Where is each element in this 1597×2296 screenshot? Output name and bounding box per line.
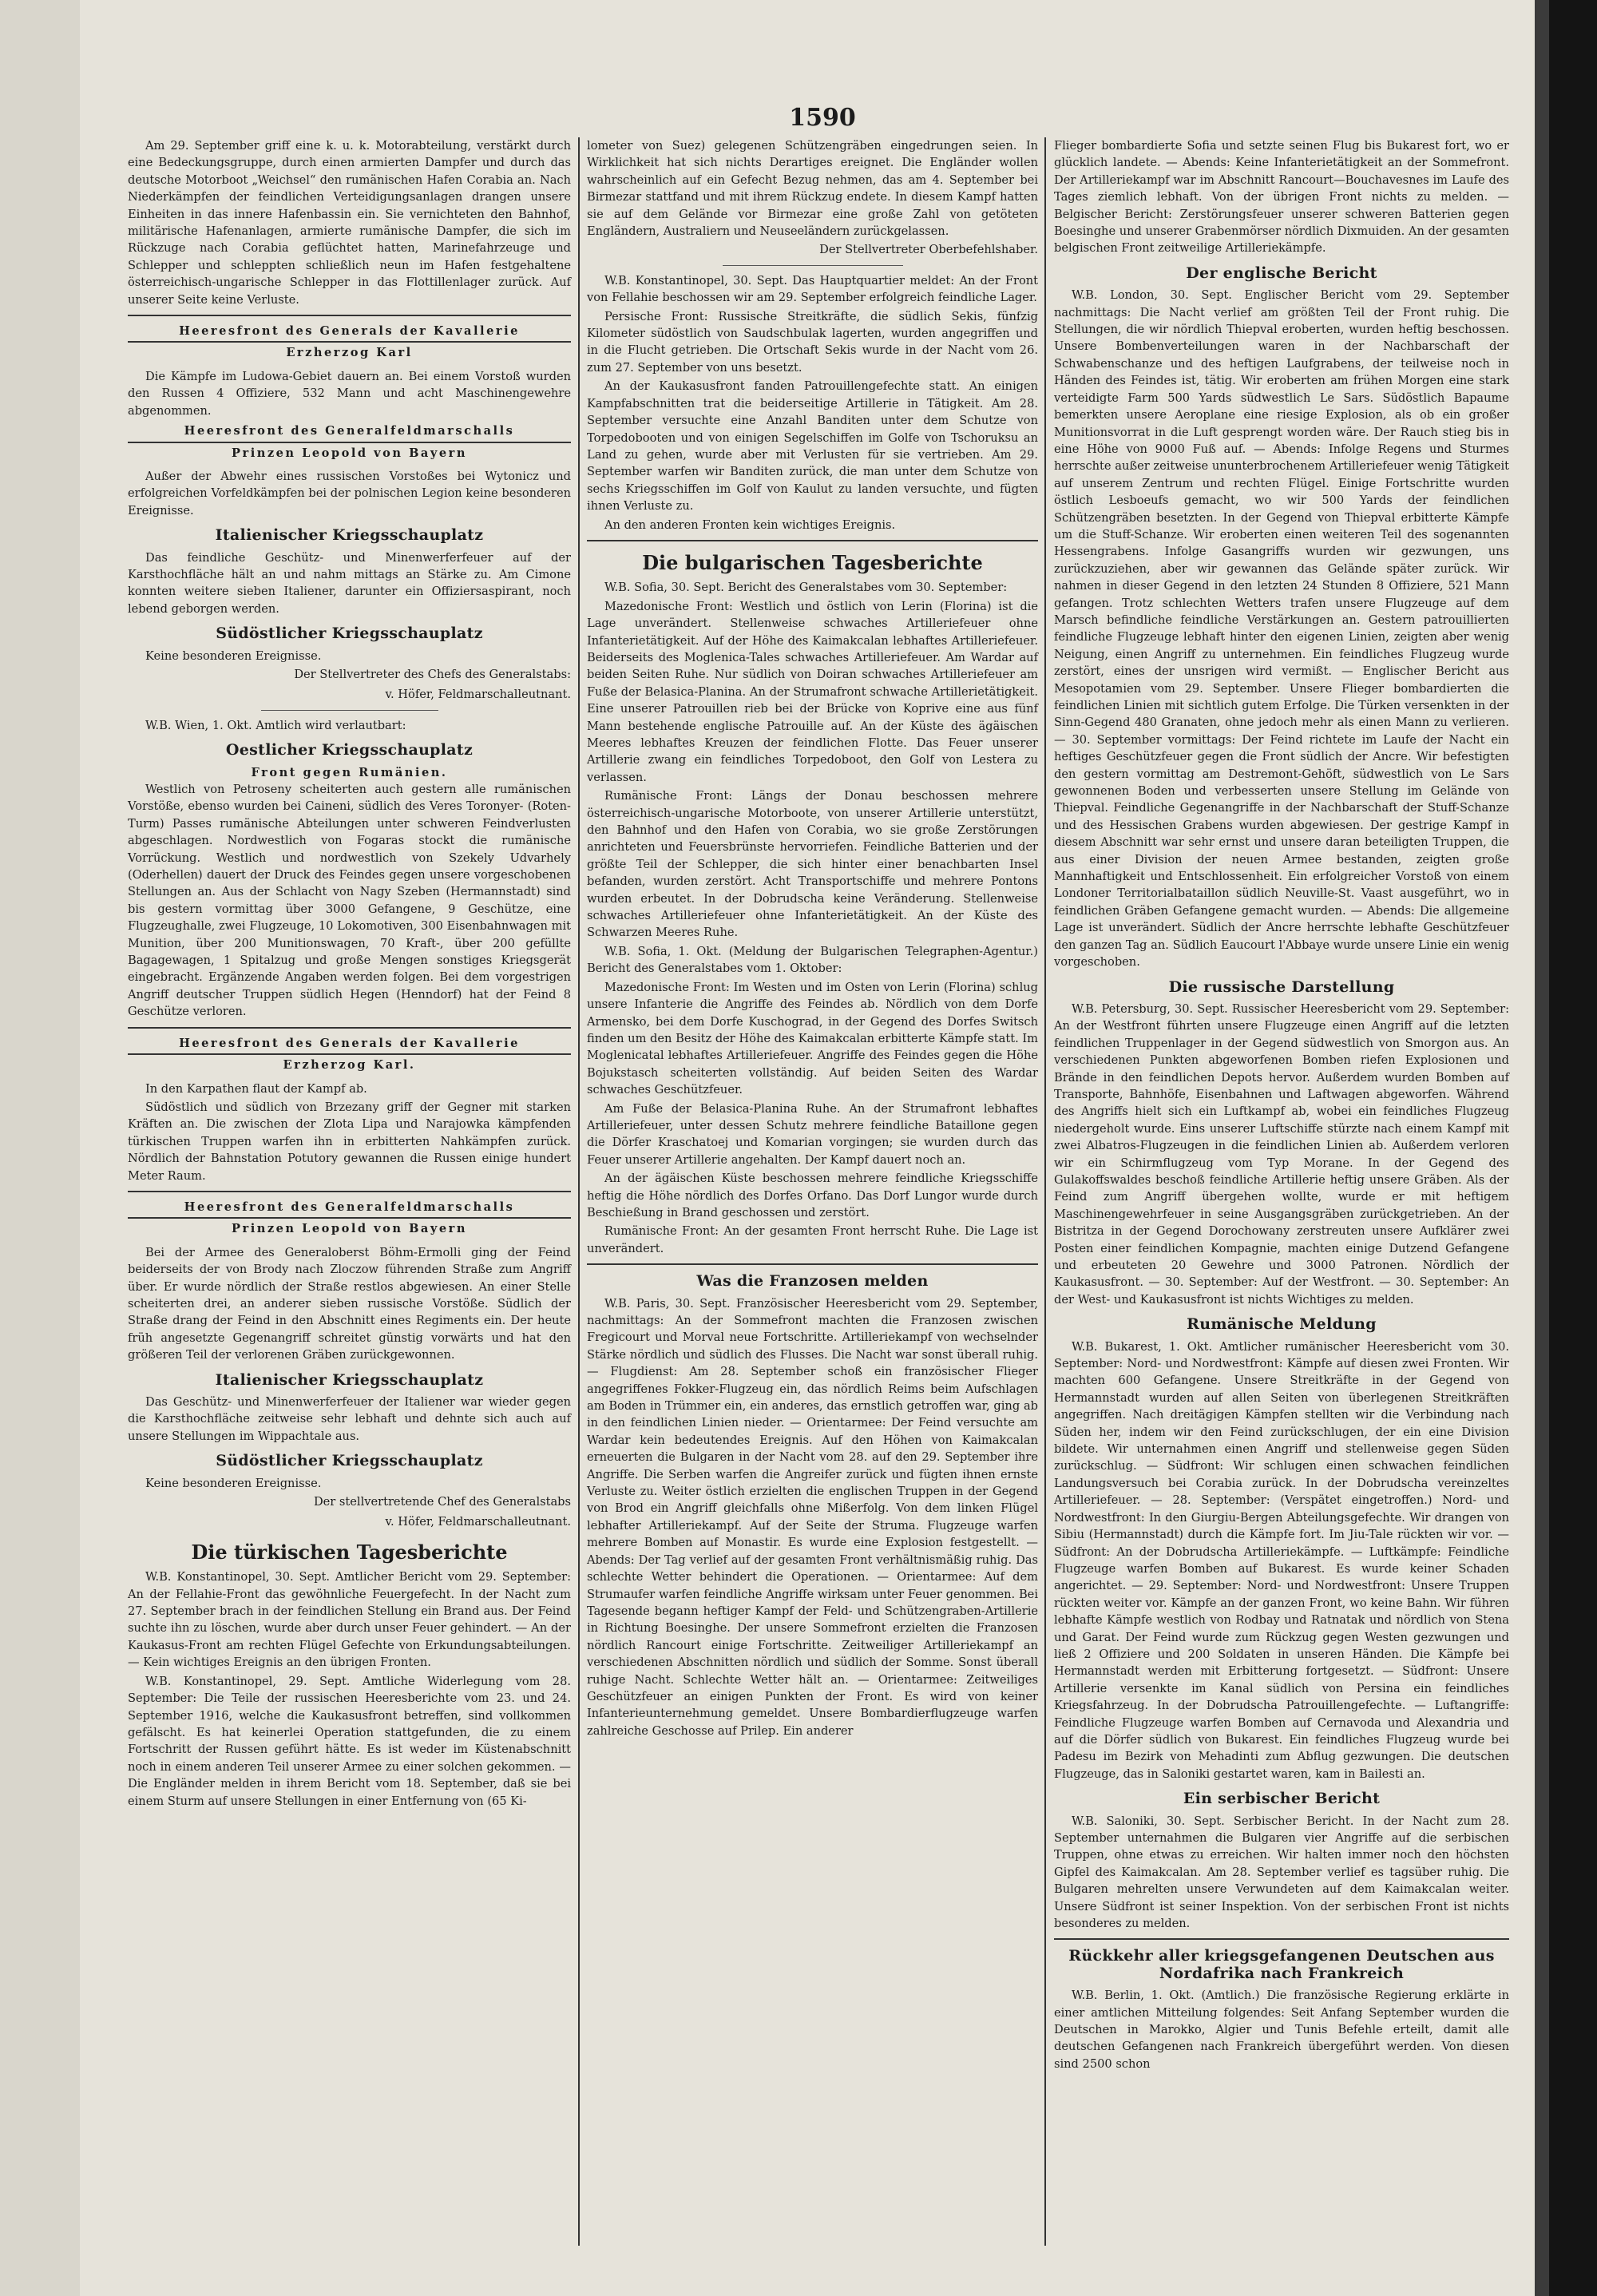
- paragraph: Die Kämpfe im Ludowa-Gebiet dauern an. Bei einem Vorstoß wurden den Russen 4 Offiziere, 532 Mann und acht Maschinengewehre abgenommen.: [128, 369, 571, 418]
- paragraph: W.B. London, 30. Sept. Englischer Bericht vom 29. September nachmittags: Die Nacht verlief am größten Teil der Front ruhig. Die Stellungen, die wir nördlich Thiepval eroberten, wurden heftig beschossen. Unsere Bombenverteilungen waren in der Nachbarschaft der Schwabenschanze und des heftigen Laufgrabens, der teilweise noch in Händen des Feindes ist, tätig. Wir eroberten am frühen Morgen eine stark verteidigte Farm 500 Yards südwestlich Le Sars. Südöstlich Bapaume bemerkten unsere Aeroplane eine riesige Explosion, als ob ein großer Munitionsvorrat in die Luft gesprengt worden wäre. Der Rauch stieg bis in eine Höhe von 9000 Fuß auf. — Abends: Infolge Regens und Sturmes herrschte außer zeitweise ununterbrochenem Artilleriefeuer wenig Tätigkeit auf unserem Zentrum und rechten Flügel. Einige Fortschritte wurden östlich Lesboeufs gemacht, wo wir 500 Yards der feindlichen Schützengräben besetzten. In der Gegend von Thiepval erbitterte Kämpfe um die Stuff-Schanze. Wir eroberten einen weiteren Teil des sogenannten Hessengrabens. Infolge Gasangriffs wurden wir gezwungen, uns zurückzuziehen, aber wir gewannen das Gelände später zurück. Wir nahmen in dieser Gegend in den letzten 24 Stunden 8 Offiziere, 521 Mann gefangen. Trotz schlechten Wetters trafen unsere Flugzeuge auf dem Marsch befindliche feindliche Verstärkungen an. Gestern patrouillierten feindliche Flugzeuge lebhaft hinter den eigenen Linien, zeigten aber wenig Neigung, einen Angriff zu unternehmen. Ein feindliches Flugzeug wurde zerstört, eines der unsrigen wird vermißt. — Englischer Bericht aus Mesopotamien vom 29. September. Unsere Flieger bombardierten die feindlichen Linien mit sichtlich gutem Erfolge. Die Türken versenkten in der Sinn-Gegend 480 Granaten, ohne jedoch mehr als einen Mann zu verlieren. — 30. September vormittags: Der Feind richtete im Laufe der Nacht ein heftiges Geschützfeuer gegen die Front südlich der Ancre. Wir befestigten den gestern vormittag am Destremont-Gehöft, südwestlich von Le Sars gewonnenen Boden und verbesserten unsere Stellung im Gelände von Thiepval. Feindliche Gegenangriffe in der Nachbarschaft der Stuff-Schanze und des Hessischen Grabens wurden abgewiesen. Der gestrige Kampf in diesem Abschnitt war sehr ernst und unsere daran beteiligten Truppen, die aus einer Division der neuen Armee bestanden, zeigten große Mannhaftigkeit und Entschlossenheit. Ein erfolgreicher Vorstoß von einem Londoner Territorialbataillon südlich Neuville-St. Vaast ausgeführt, wo in feindlichen Gräben Gefangene gemacht wurden. — Abends: Die allgemeine Lage ist unverändert. Südlich der Ancre herrschte lebhafte Geschützfeuer den ganzen Tag an. Südlich Eaucourt l'Abbaye wurde unsere Linie ein wenig vorgeschoben.: [1054, 288, 1509, 970]
- article-headline: Der englische Bericht: [1186, 264, 1377, 282]
- section-subheading: Prinzen Leopold von Bayern: [128, 1217, 571, 1237]
- article-headline: Was die Franzosen melden: [696, 1272, 929, 1291]
- section-heading: Südöstlicher Kriegsschauplatz: [216, 1452, 483, 1470]
- divider: [1054, 1938, 1509, 1940]
- paragraph: Keine besonderen Ereignisse.: [145, 1476, 322, 1490]
- paragraph: Südöstlich und südlich von Brzezany griff der Gegner mit starken Kräften an. Die zwischen der Zlota Lipa und Narajowka kämpfenden türkischen Truppen warfen ihn in erbitterten Nahkämpfen zurück. Nördlich der Bahnstation Potutory gewannen die Russen einige hundert Meter Raum.: [128, 1100, 571, 1183]
- column-1: [128, 137, 571, 1811]
- paragraph: An der ägäischen Küste beschossen mehrere feindliche Kriegsschiffe heftig die Höhe nördlich des Dorfes Orfano. Das Dorf Lungor wurde durch Beschießung in Brand geschossen und zerstört.: [587, 1172, 1038, 1219]
- divider: [261, 710, 438, 711]
- binding-shadow: [1535, 0, 1549, 2296]
- section-heading: Heeresfront des Generalfeldmarschalls: [184, 1200, 515, 1214]
- paragraph: Das feindliche Geschütz- und Minenwerferfeuer auf der Karsthochfläche hält an und nahm mittags an Stärke zu. Am Cimone konnten weitere sieben Italiener, darunter ein Offiziersaspirant, noch lebend geborgen werden.: [128, 550, 571, 616]
- section-heading: Südöstlicher Kriegsschauplatz: [216, 625, 483, 643]
- section-heading: Heeresfront des Generals der Kavallerie: [179, 324, 520, 339]
- divider: [128, 315, 571, 316]
- signature: Der Stellvertreter des Chefs des Generalstabs:: [294, 667, 571, 681]
- paragraph: W.B. Berlin, 1. Okt. (Amtlich.) Die französische Regierung erklärte in einer amtlichen Mitteilung folgendes: Seit Anfang September wurden die Deutschen in Marokko, Algier und Tunis Befehle erteilt, damit alle deutschen Gefangenen nach Frankreich übergeführt werden. Von diesen sind 2500 schon: [1054, 1989, 1509, 2071]
- article-headline: Die russische Darstellung: [1168, 977, 1395, 996]
- paragraph: Rumänische Front: Längs der Donau beschossen mehrere österreichisch-ungarische Motorboote, von unserer Artillerie unterstützt, den Bahnhof und den Hafen von Corabia, wo sie große Zerstörungen anrichteten und Feuersbrünste hervorriefen. Feindliche Batterien und der größte Teil der Schlepper, die sich hinter einer benachbarten Insel befanden, wurden zerstört. Acht Transportschiffe und mehrere Pontons wurden erbeutet. In der Dobrudscha keine Veränderung. Stellenweise schwaches Artilleriefeuer ohne Infanterietätigkeit. An der Küste des Schwarzen Meeres Ruhe.: [587, 789, 1038, 940]
- column-rule: [578, 137, 580, 2246]
- dateline: W.B. Wien, 1. Okt. Amtlich wird verlautbart:: [145, 718, 406, 732]
- binding-edge: [1549, 0, 1597, 2296]
- paragraph: Flieger bombardierte Sofia und setzte seinen Flug bis Bukarest fort, wo er glücklich landete. — Abends: Keine Infanterietätigkeit an der Sommefront. Der Artilleriekampf war im Abschnitt Rancourt—Bouchavesnes im Laufe des Tages ziemlich lebhaft. Von der übrigen Front nichts zu melden. — Belgischer Bericht: Zerstörungsfeuer unserer schweren Batterien gegen Boesinghe und unserer Grabenmörser nördlich Dixmuiden. An der gesamten belgischen Front zeitweilige Artilleriekämpfe.: [1054, 139, 1509, 256]
- column-3: [1054, 137, 1509, 2074]
- paragraph: Rumänische Front: An der gesamten Front herrscht Ruhe. Die Lage ist unverändert.: [587, 1224, 1038, 1255]
- paragraph: W.B. Saloniki, 30. Sept. Serbischer Bericht. In der Nacht zum 28. September unternahmen die Bulgaren vier Angriffe auf die serbischen Truppen, ohne etwas zu erreichen. Wir halten immer noch den höchsten Gipfel des Kaimakcalan. Am 28. September verlief es tagsüber ruhig. Die Bulgaren mehrelten unsere Verwundeten auf dem Kaimakcalan weiter. Unsere Südfront ist seiner Inspektion. Von der serbischen Front ist nichts besonderes zu melden.: [1054, 1814, 1509, 1931]
- divider: [128, 1027, 571, 1029]
- paragraph: Persische Front: Russische Streitkräfte, die südlich Sekis, fünfzig Kilometer südöstlich von Saudschbulak lagerten, wurden angegriffen und in die Flucht getrieben. Die Ortschaft Sekis wurde in der Nacht vom 26. zum 27. September von uns besetzt.: [587, 309, 1038, 375]
- section-subheading: Prinzen Leopold von Bayern: [128, 442, 571, 462]
- signature: v. Höfer, Feldmarschalleutnant.: [385, 1515, 571, 1529]
- article-headline: Ein serbischer Bericht: [1183, 1790, 1381, 1808]
- article-headline: Rumänische Meldung: [1187, 1315, 1377, 1334]
- paragraph: Am 29. September griff eine k. u. k. Motorabteilung, verstärkt durch eine Bedeckungsgruppe, durch einen armierten Dampfer und durch das deutsche Motorboot „Weichsel“ den rumänischen Hafen Corabia an. Nach Niederkämpfen der feindlichen Verteidigungsanlagen drangen unsere Einheiten in das innere Hafenbassin ein. Sie vernichteten den Bahnhof, militärische Hafenanlagen, armierte rumänische Dampfer, die sich im Rückzuge nach Corabia geflüchtet hatten, Marinefahrzeuge und Schlepper und schleppten schließlich neun im Hafen festgehaltene österreichisch-ungarische Schlepper in das Flottillenlager zurück. Auf unserer Seite keine Verluste.: [128, 139, 571, 307]
- section-subheading: Erzherzog Karl: [128, 341, 571, 361]
- paragraph: W.B. Sofia, 1. Okt. (Meldung der Bulgarischen Telegraphen-Agentur.) Bericht des Generalstabes vom 1. Oktober:: [587, 944, 1038, 976]
- paragraph: Mazedonische Front: Im Westen und im Osten von Lerin (Florina) schlug unsere Infanterie die Angriffe des Feindes ab. Nördlich von dem Dorfe Armensko, bei dem Dorfe Kuschograd, in der Gegend des Dorfes Switsch finden um den Besitz der Höhe des Kaimakcalan erbitterte Kämpfe statt. Im Moglenicatal lebhaftes Artilleriefeuer. Angriffe des Feindes gegen die Höhe Bojukstasch scheiterten vollständig. Auf beiden Seiten des Wardar schwaches Geschützfeuer.: [587, 980, 1038, 1097]
- section-heading: Italienischer Kriegsschauplatz: [215, 526, 484, 545]
- paragraph: Keine besonderen Ereignisse.: [145, 648, 322, 663]
- paragraph: In den Karpathen flaut der Kampf ab.: [145, 1081, 367, 1096]
- paragraph: Außer der Abwehr eines russischen Vorstoßes bei Wytonicz und erfolgreichen Vorfeldkämpfen bei der polnischen Legion keine besonderen Ereignisse.: [128, 469, 571, 517]
- paragraph: Mazedonische Front: Westlich und östlich von Lerin (Florina) ist die Lage unverändert. Stellenweise schwaches Artilleriefeuer ohne Infanterietätigkeit. Auf der Höhe des Kaimakcalan lebhaftes Artilleriefeuer. Beiderseits des Moglenica-Tales schwaches Artilleriefeuer. Am Wardar auf beiden Seiten Ruhe. Nur südlich von Doiran schwaches Artilleriefeuer am Fuße der Belasica-Planina. An der Strumafront schwache Artillerietätigkeit. Eine unserer Patrouillen rieb bei der Brücke von Koprive eine aus fünf Mann bestehende englische Patrouille auf. An der Küste des ägäischen Meeres lebhaftes Kreuzen der feindlichen Flotte. Das Feuer unserer Artillerie zwang ein feindliches Torpedoboot, den Golf von Lestera zu verlassen.: [587, 599, 1038, 784]
- column-2: [587, 137, 1038, 1741]
- divider: [723, 265, 903, 266]
- article-headline: Rückkehr aller kriegsgefangenen Deutschen aus Nordafrika nach Frankreich: [1068, 1947, 1495, 1982]
- section-subheading: Front gegen Rumänien.: [251, 765, 448, 779]
- paragraph: lometer von Suez) gelegenen Schützengräben eingedrungen seien. In Wirklichkeit hat sich nichts Derartiges ereignet. Die Engländer wollen wahrscheinlich auf ein Gefecht Bezug nehmen, das am 4. September bei Birmezar stattfand und mit ihrem Rückzug endete. In diesem Kampf hatten sie auf dem Gelände vor Birmezar eine große Zahl von getöteten Engländern, Australiern und Neuseeländern zurückgelassen.: [587, 139, 1038, 239]
- column-rule: [1044, 137, 1046, 2246]
- paragraph: W.B. Konstantinopel, 30. Sept. Das Hauptquartier meldet: An der Front von Fellahie beschossen wir am 29. September erfolgreich feindliche Lager.: [587, 273, 1038, 305]
- divider: [128, 1191, 571, 1192]
- divider: [587, 1263, 1038, 1265]
- paragraph: W.B. Bukarest, 1. Okt. Amtlicher rumänischer Heeresbericht vom 30. September: Nord- und Nordwestfront: Kämpfe auf diesen zwei Fronten. Wir machten 600 Gefangene. Unsere Streitkräfte in der Gegend von Hermannstadt wurden auf allen Seiten von überlegenen Streitkräften angegriffen. Nach dreitägigen Kämpfen stellten wir die Verbindung nach Süden her, indem wir den Feind zurückschlugen, der ein eine Division bildete. Wir unternahmen einen Angriff und stellenweise gegen Süden zurückschlug. — Südfront: Wir schlugen einen schwachen feindlichen Landungsversuch bei Corabia zurück. In der Dobrudscha vereinzeltes Artilleriefeuer. — 28. September: (Verspätet eingetroffen.) Nord- und Nordwestfront: In den Giurgiu-Bergen Abteilungsgefechte. Wir drangen von Sibiu (Hermannstadt) durch die Kämpfe fort. Im Jiu-Tale rückten wir vor. — Südfront: An der Dobrudscha Artilleriekämpfe. — Luftkämpfe: Feindliche Flugzeuge warfen Bomben auf Bukarest. Es wurde keiner Schaden angerichtet. — 29. September: Nord- und Nordwestfront: Unsere Truppen rückten weiter vor. Kämpfe an der ganzen Front, wo keine Bahn. Wir führen lebhafte Kämpfe westlich von Rodbay und Ratnatak und nördlich von Stena und Garat. Der Feind wurde zum Rückzug gegen Westen gezwungen und ließ 2 Offiziere und 200 Soldaten in unseren Händen. Die Kämpfe bei Hermannstadt werden mit Erbitterung fortgesetzt. — Südfront: Unsere Artillerie versenkte im Kanal südlich von Persina ein feindliches Kriegsfahrzeug. In der Dobrudscha Patrouillengefechte. — Luftangriffe: Feindliche Flugzeuge warfen Bomben auf Cernavoda und Alexandria und auf die Dörfer südlich von Bukarest. Ein feindliches Flugzeug wurde bei Padesu im Bezirk von Mehadinti zum Abflug gezwungen. Die deutschen Flugzeuge, das in Saloniki gestartet waren, kam in Bailesti an.: [1054, 1339, 1509, 1781]
- section-subheading: Erzherzog Karl.: [128, 1053, 571, 1073]
- section-heading: Oestlicher Kriegsschauplatz: [225, 741, 474, 759]
- paragraph: Das Geschütz- und Minenwerferfeuer der Italiener war wieder gegen die Karsthochfläche zeitweise sehr lebhaft und dehnte sich auch auf unsere Stellungen im Wippachtale aus.: [128, 1395, 571, 1443]
- paragraph: An der Kaukasusfront fanden Patrouillengefechte statt. An einigen Kampfabschnitten trat die beiderseitige Artillerie in Tätigkeit. Am 28. September versuchte eine Anzahl Banditen unter dem Schutze von Torpedobooten und von einigen Segelschiffen im Golfe von Tschoruksu an Land zu gehen, wurde aber mit Verlusten für sie vertrieben. Am 29. September warfen wir Banditen zurück, die man unter dem Schutze von sechs Kriegsschiffen im Golf von Kaulut zu landen versuchte, und fügten ihnen Verluste zu.: [587, 379, 1038, 514]
- section-heading: Heeresfront des Generals der Kavallerie: [179, 1036, 520, 1050]
- signature: v. Höfer, Feldmarschalleutnant.: [385, 688, 571, 702]
- article-headline: Die bulgarischen Tagesberichte: [642, 550, 983, 574]
- paragraph: An den anderen Fronten kein wichtiges Ereignis.: [604, 517, 896, 532]
- paragraph: Am Fuße der Belasica-Planina Ruhe. An der Strumafront lebhaftes Artilleriefeuer, unter dessen Schutz mehrere feindliche Bataillone gegen die Dörfer Kraschatoej und Komarian vorgingen; sie wurden durch das Feuer unserer Artillerie angehalten. Der Kampf dauert noch an.: [587, 1101, 1038, 1167]
- paragraph: Bei der Armee des Generaloberst Böhm-Ermolli ging der Feind beiderseits der von Brody nach Zloczow führenden Straße zum Angriff über. Er wurde nördlich der Straße restlos abgewiesen. An einer Stelle scheiterten drei, an anderer sieben russische Vorstöße. Südlich der Straße drang der Feind in den Abschnitt eines Regiments ein. Der heute früh angesetzte Gegenangriff schreitet günstig vorwärts und hat den größeren Teil der verlorenen Gräben zurückgewonnen.: [128, 1245, 571, 1362]
- paragraph: W.B. Sofia, 30. Sept. Bericht des Generalstabes vom 30. September:: [604, 581, 1008, 595]
- paragraph: W.B. Konstantinopel, 30. Sept. Amtlicher Bericht vom 29. September: An der Fellahie-Front das gewöhnliche Feuergefecht. In der Nacht zum 27. September brach in der feindlichen Stellung ein Brand aus. Der Feind suchte ihn zu löschen, wurde aber durch unser Feuer gehindert. — An der Kaukasus-Front am rechten Flügel Gefechte von Erkundungsabteilungen. — Kein wichtiges Ereignis an den übrigen Fronten.: [128, 1570, 571, 1670]
- left-margin: [0, 0, 80, 2296]
- paragraph: Westlich von Petroseny scheiterten auch gestern alle rumänischen Vorstöße, ebenso wurden bei Caineni, südlich des Veres Toronyer- (Roten-Turm) Passes rumänische Abteilungen unter schweren Feindverlusten abgeschlagen. Nordwestlich von Fogaras stockt die rumänische Vorrückung. Westlich und nordwestlich von Szekely Udvarhely (Oderhellen) dauert der Druck des Feindes gegen unsere vorgeschobenen Stellungen an. Aus der Schlacht von Nagy Szeben (Hermannstadt) sind bis gestern vormittag über 3000 Gefangene, 9 Geschütze, eine Flugzeughalle, zwei Flugzeuge, 10 Lokomotiven, 300 Eisenbahnwagen mit Munition, über 200 Munitionswagen, 70 Kraft-, über 200 gefüllte Bagagewagen, 1 Spitalzug und große Mengen sonstiges Kriegsgerät eingebracht. Ergänzende Angaben werden folgen. Bei dem vorgestrigen Angriff deutscher Truppen südlich Hegen (Henndorf) hat der Feind 8 Geschütze verloren.: [128, 783, 571, 1019]
- signature: Der Stellvertreter Oberbefehlshaber.: [819, 243, 1038, 257]
- paragraph: W.B. Konstantinopel, 29. Sept. Amtliche Widerlegung vom 28. September: Die Teile der russischen Heeresberichte vom 23. und 24. September 1916, welche die Kaukasusfront betreffen, sind vollkommen gefälscht. Es hat keinerlei Operation stattgefunden, die zu einem Fortschritt der Russen geführt hätte. Es ist weder im Küstenabschnitt noch in einem anderen Teil unserer Armee zu einer solchen gekommen. — Die Engländer melden in ihrem Bericht vom 18. September, daß sie bei einem Sturm auf unsere Stellungen in einer Entfernung von (65 Ki-: [128, 1674, 571, 1808]
- page-number: 1590: [789, 104, 856, 132]
- signature: Der stellvertretende Chef des Generalstabs: [313, 1495, 571, 1509]
- divider: [587, 540, 1038, 541]
- article-headline: Die türkischen Tagesberichte: [191, 1540, 508, 1564]
- section-heading: Italienischer Kriegsschauplatz: [215, 1370, 484, 1389]
- section-heading: Heeresfront des Generalfeldmarschalls: [184, 424, 515, 438]
- paragraph: W.B. Paris, 30. Sept. Französischer Heeresbericht vom 29. September, nachmittags: An der Sommefront machten die Franzosen zwischen Fregicourt und Morval neue Fortschritte. Artilleriekampf von wechselnder Stärke nördlich und südlich des Flusses. Die Nacht war sonst überall ruhig. — Flugdienst: Am 28. September schoß ein französischer Flieger angegriffenes Fokker-Flugzeug ein, das nördlich Reims beim Aufschlagen am Boden in Trümmer ein, ein anderes, das ernstlich getroffen war, ging ab in den feindlichen Linien nieder. — Orientarmee: Der Feind versuchte am Wardar kein bedeutendes Ereignis. Auf den Höhen von Kaimakcalan erneuerten die Bulgaren in der Nacht vom 28. auf den 29. September ihre Angriffe. Die Serben warfen die Angreifer zurück und fügten ihnen ernste Verluste zu. Weiter östlich erzielten die englischen Truppen in der Gegend von Brod ein Angriff gleichfalls ohne Mißerfolg. Von dem linken Flügel lebhafter Artilleriekampf. Auf der Seite der Struma. Flugzeuge warfen mehrere Bomben auf Monastir. Es wurde eine Explosion festgestellt. — Abends: Der Tag verlief auf der gesamten Front verhältnismäßig ruhig. Das schlechte Wetter behindert die Operationen. — Orientarmee: Auf dem Strumaufer warfen feindliche Angriffe wirksam unter Feuer genommen. Bei Tagesende begann heftiger Kampf der Feld- und Schützengraben-Artillerie in Richtung Boesinghe. Der unsere Sommefront erzielten die Franzosen nördlich Rancourt einige Fortschritte. Zeitweiliger Artilleriekampf an verschiedenen Abschnitten nördlich und südlich der Somme. Sonst überall ruhige Nacht. Schlechte Wetter hält an. — Orientarmee: Zeitweiliges Geschützfeuer an einigen Punkten der Front. Es wird von keiner Infanterieunternehmung gemeldet. Unsere Bombardierflugzeuge warfen zahlreiche Geschosse auf Prilep. Ein anderer: [587, 1296, 1038, 1738]
- newspaper-page: [112, 96, 1533, 2252]
- paragraph: W.B. Petersburg, 30. Sept. Russischer Heeresbericht vom 29. September: An der Westfront führten unsere Flugzeuge einen Angriff auf die letzten feindlichen Truppenlager in der Gegend südwestlich von Smorgon aus. An verschiedenen Punkten abgeworfenen Bomben riefen Explosionen und Brände in den feindlichen Depots hervor. Außerdem wurden Bomben auf Transporte, Bahnhöfe, Eisenbahnen und Laftwagen abgeworfen. Während des Angriffs hielt sich ein Luftkampf ab, wobei ein feindliches Flugzeug niedergeholt wurde. Eins unserer Luftschiffe stürzte nach einem Kampf mit zwei Albatros-Flugzeugen in die feindlichen Linien ab. Außerdem verloren wir ein Schirmflugzeug vom Typ Morane. In der Gegend des Gulakoffswaldes beschoß feindliche Artillerie heftig unsere Gräben. Als der Feind zum Angriff übergehen wollte, wurde er mit heftigem Maschinengewehrfeuer in seine Ausgangsgräben zurückgetrieben. An der Bistritza in der Gegend Dorochowany zerstreuten unsere Aufklärer zwei Posten einer feindlichen Kompagnie, machten einige Dutzend Gefangene und erbeuteten 20 Gewehre und 3000 Patronen. Nördlich der Kaukasusfront. — 30. September: Auf der Westfront. — 30. September: An der West- und Kaukasusfront ist nichts Wichtiges zu melden.: [1054, 1001, 1509, 1307]
